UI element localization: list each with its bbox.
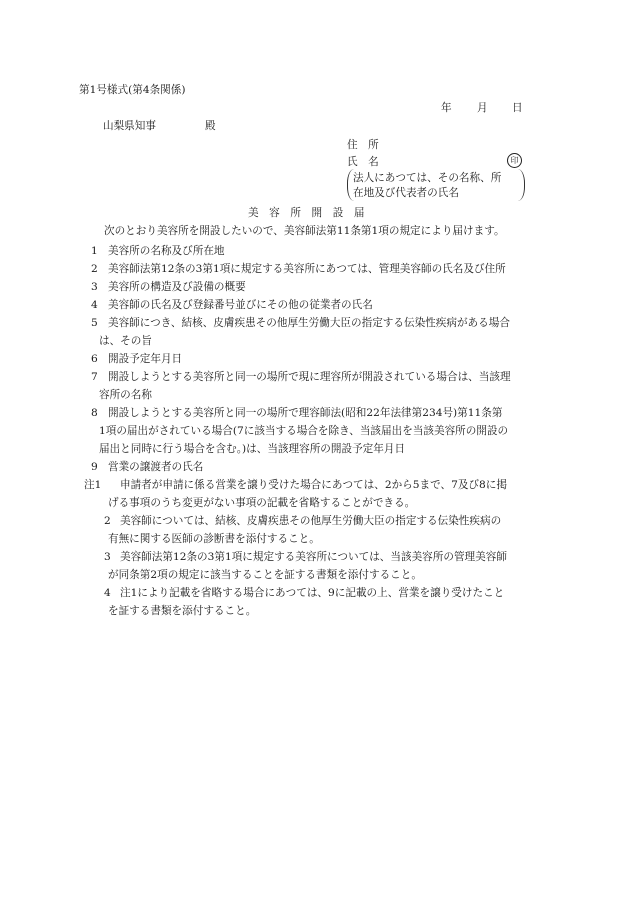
item-text: は、その旨 (99, 335, 152, 347)
note-number: 4 (104, 587, 111, 599)
item-number: 5 (91, 317, 98, 329)
date-day: 日 (512, 102, 523, 114)
seal-mark: 印 (507, 153, 522, 168)
note-text: を証する書類を添付すること。 (108, 605, 257, 617)
note-text: 美容師については、結核、皮膚疾患その他厚生労働大臣の指定する伝染性疾病の (120, 515, 502, 527)
item-number: 4 (91, 299, 98, 311)
date-year: 年 (441, 102, 452, 114)
intro-text: 次のとおり美容所を開設したいので、美容師法第11条第1項の規定により届けます。 (104, 225, 505, 237)
item-number: 1 (91, 245, 98, 257)
item-text: 美容所の構造及び設備の概要 (108, 281, 246, 293)
corporate-note-line-1: 法人にあつては、その名称、所 (353, 172, 502, 184)
note-text: が同条第2項の規定に該当することを証する書類を添付すること。 (108, 569, 422, 581)
corporate-note-line-2: 在地及び代表者の氏名 (353, 187, 459, 199)
note-text: 申請者が申請に係る営業を譲り受けた場合にあつては、2から5まで、7及び8に掲 (120, 479, 507, 491)
form-label: 第1号様式(第4条関係) (79, 84, 186, 96)
addressee-honorific: 殿 (205, 120, 216, 132)
item-text: 美容師法第12条の3第1項に規定する美容所にあつては、管理美容師の氏名及び住所 (108, 263, 506, 275)
note-text: 有無に関する医師の診断書を添付すること。 (108, 533, 320, 545)
name-label: 氏 名 (347, 156, 379, 168)
item-text: 開設しようとする美容所と同一の場所で現に理容所が開設されている場合は、当該理 (108, 371, 511, 383)
notes-label: 注1 (84, 479, 102, 491)
item-text: 1項の届出がされている場合(7に該当する場合を除き、当該届出を当該美容所の開設の (99, 425, 509, 437)
address-label: 住 所 (347, 139, 379, 151)
item-number: 8 (91, 407, 98, 419)
item-text: 開設しようとする美容所と同一の場所で理容師法(昭和22年法律第234号)第11条第 (108, 407, 503, 419)
item-text: 開設予定年月日 (108, 353, 183, 365)
item-number: 9 (91, 461, 98, 473)
date-month: 月 (477, 102, 488, 114)
note-number: 3 (104, 551, 111, 563)
item-text: 営業の譲渡者の氏名 (108, 461, 204, 473)
item-text: 容所の名称 (99, 389, 152, 401)
item-number: 3 (91, 281, 98, 293)
item-text: 美容所の名称及び所在地 (108, 245, 225, 257)
note-text: 美容師法第12条の3第1項に規定する美容所については、当該美容所の管理美容師 (120, 551, 507, 563)
item-text: 美容師の氏名及び登録番号並びにその他の従業者の氏名 (108, 299, 373, 311)
note-text: 注1により記載を省略する場合にあつては、9に記載の上、営業を譲り受けたこと (120, 587, 505, 599)
item-text: 届出と同時に行う場合を含む。)は、当該理容所の開設予定年月日 (99, 443, 406, 455)
item-number: 2 (91, 263, 98, 275)
document-title: 美 容 所 開 設 届 (248, 207, 365, 219)
note-text: げる事項のうち変更がない事項の記載を省略することができる。 (108, 497, 416, 509)
addressee-name: 山梨県知事 (103, 120, 156, 132)
item-text: 美容師につき、結核、皮膚疾患その他厚生労働大臣の指定する伝染性疾病がある場合 (108, 317, 510, 329)
item-number: 6 (91, 353, 98, 365)
item-number: 7 (91, 371, 98, 383)
note-number: 2 (104, 515, 111, 527)
